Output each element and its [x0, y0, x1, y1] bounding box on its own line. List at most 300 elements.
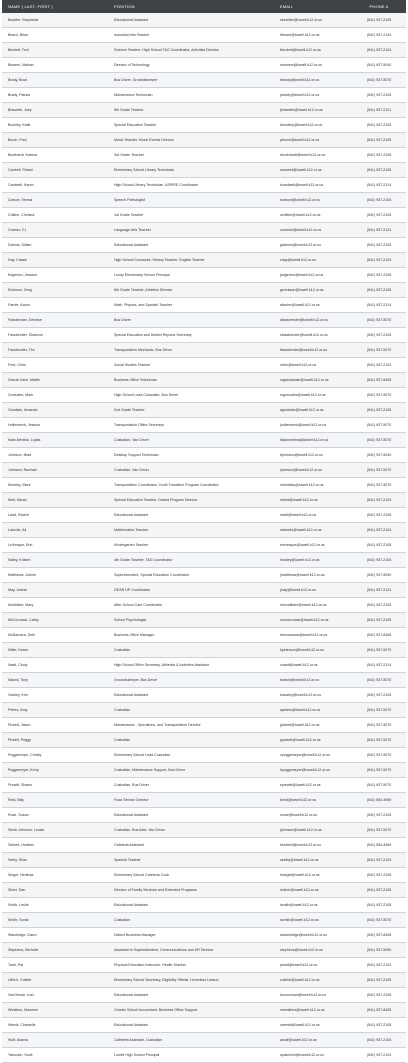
cell-position: Educational Assistant	[108, 508, 274, 523]
cell-position: 6th Grade Teacher, Athletics Director	[108, 283, 274, 298]
cell-phone: (541) 937-5070	[352, 478, 406, 493]
cell-email[interactable]: lislanmedina@lowell.k12.or.us	[274, 433, 352, 448]
cell-email[interactable]: cwendt@lowell.k12.or.us	[274, 1018, 352, 1033]
table-body	[2, 13, 406, 1063]
table-row	[2, 598, 406, 613]
table-row	[2, 523, 406, 538]
cell-phone: (541) 937-5090	[352, 943, 406, 958]
table-row	[2, 1018, 406, 1033]
cell-name: Beadler, Stephanie	[2, 13, 108, 28]
table-row	[2, 958, 406, 973]
cell-name: Cardwell, Karen	[2, 178, 108, 193]
cell-name: Fassbender, Shannon	[2, 328, 108, 343]
table-row	[2, 898, 406, 913]
cell-email[interactable]: nbowers@lowell.k12.or.us	[274, 58, 352, 73]
cell-name: Brady, Patrick	[2, 88, 108, 103]
cell-name: May, Jeanie	[2, 583, 108, 598]
cell-name: McCormack, Cathy	[2, 613, 108, 628]
table-row	[2, 493, 406, 508]
cell-phone: (541) 937-2124	[352, 298, 406, 313]
table-row	[2, 613, 406, 628]
cell-phone: (541) 937-5070	[352, 433, 406, 448]
cell-email[interactable]: breid@lowell.k12.or.us	[274, 793, 352, 808]
table-row	[2, 583, 406, 598]
cell-email[interactable]: dfassbender@lowell.k12.or.us	[274, 313, 352, 328]
cell-email[interactable]: tfassbender@lowell.k12.or.us	[274, 343, 352, 358]
cell-email[interactable]: jedgerton@lowell.k12.or.us	[274, 268, 352, 283]
cell-position: Transportation Office Secretary	[108, 418, 274, 433]
cell-phone: (541) 937-5070	[352, 703, 406, 718]
cell-name: Islan-Medina, Lupita	[2, 433, 108, 448]
cell-phone: (541) 937-8405	[352, 373, 406, 388]
cell-position: Groundskeeper, Bus Driver	[108, 673, 274, 688]
cell-name: Garcia Cash, Mattie	[2, 373, 108, 388]
cell-name: Westfors, Maureen	[2, 1003, 108, 1018]
table-row	[2, 193, 406, 208]
cell-phone: (541) 937-2124	[352, 178, 406, 193]
cell-position: GEAR UP Coordinator	[108, 583, 274, 598]
cell-position: Director of Technology	[108, 58, 274, 73]
cell-name: Nasti, Cindy	[2, 658, 108, 673]
cell-position: Speech Pathologist	[108, 193, 274, 208]
cell-position: Educational Assistant	[108, 238, 274, 253]
cell-phone: (541) 937-2105	[352, 973, 406, 988]
table-row	[2, 403, 406, 418]
cell-name: Pickett, Peggy	[2, 733, 108, 748]
table-row	[2, 748, 406, 763]
cell-email[interactable]: hseibert@lowell.k12.or.us	[274, 838, 352, 853]
cell-email[interactable]: agoodwin@lowell.k12.or.us	[274, 403, 352, 418]
cell-position: Educational Assistant	[108, 13, 274, 28]
cell-email[interactable]: ssmith@lowell.k12.or.us	[274, 913, 352, 928]
cell-name: Fassbender, Tim	[2, 343, 108, 358]
cell-name: Poggemeyer, Kerry	[2, 763, 108, 778]
table-row	[2, 463, 406, 478]
cell-name: Latovitz, Ali	[2, 523, 108, 538]
cell-email[interactable]: jmatthews@lowell.k12.or.us	[274, 568, 352, 583]
cell-email[interactable]: tbeckett@lowell.k12.or.us	[274, 43, 352, 58]
cell-email[interactable]: sbeadler@lowell.k12.or.us	[274, 13, 352, 28]
cell-position: Elementary School Cafeteria Cook	[108, 868, 274, 883]
table-row	[2, 328, 406, 343]
column-header-position: POSITION	[108, 0, 274, 13]
cell-email[interactable]: mwestfors@lowell.k12.or.us	[274, 1003, 352, 1018]
cell-email[interactable]: cullrich@lowell.k12.or.us	[274, 973, 352, 988]
table-row	[2, 343, 406, 358]
table-row	[2, 388, 406, 403]
cell-phone: (541) 937-2124	[352, 583, 406, 598]
table-row	[2, 283, 406, 298]
cell-phone: (541) 937-2105	[352, 268, 406, 283]
cell-position: Special Education Teacher	[108, 118, 274, 133]
cell-phone: (541) 937-2105	[352, 553, 406, 568]
cell-phone: (541) 937-5070	[352, 643, 406, 658]
cell-phone: (541) 937-2124	[352, 28, 406, 43]
cell-phone: (541) 937-2101	[352, 103, 406, 118]
cell-name: Prewitt, Shawn	[2, 778, 108, 793]
cell-position: High School Lead Custodian, Bus Driver	[108, 388, 274, 403]
cell-phone: (541) 937-2105	[352, 118, 406, 133]
cell-position: Educational Assistant	[108, 808, 274, 823]
cell-position: Educational Assistant	[108, 898, 274, 913]
table-row	[2, 538, 406, 553]
cell-name: Dahms, Gillian	[2, 238, 108, 253]
table-row	[2, 448, 406, 463]
table-row	[2, 163, 406, 178]
cell-position: Lundy Elementary School Principal	[108, 268, 274, 283]
cell-phone: (541) 937-2105	[352, 283, 406, 298]
table-row	[2, 208, 406, 223]
cell-name: Standridge, Dawn	[2, 928, 108, 943]
cell-phone: (541) 937-5040	[352, 58, 406, 73]
cell-phone: (541) 937-5070	[352, 388, 406, 403]
cell-email[interactable]: kvonorman@lowell.k12.or.us	[274, 988, 352, 1003]
cell-phone: (541) 554-4969	[352, 838, 406, 853]
cell-name: Burkhardt, Katrina	[2, 148, 108, 163]
cell-email[interactable]: tnatoni@lowell.k12.or.us	[274, 673, 352, 688]
table-row	[2, 118, 406, 133]
cell-position: Maintenance Technician	[108, 88, 274, 103]
cell-position: Desktop Support Technician	[108, 448, 274, 463]
cell-name: Rose, Susan	[2, 808, 108, 823]
table-row	[2, 778, 406, 793]
cell-phone: (541) 937-5070	[352, 718, 406, 733]
cell-name: VonOrman, Kari	[2, 988, 108, 1003]
cell-email[interactable]: apeters@lowell.k12.or.us	[274, 703, 352, 718]
table-row	[2, 28, 406, 43]
table-row	[2, 973, 406, 988]
cell-name: Wendt, Chantelle	[2, 1018, 108, 1033]
cell-email[interactable]: hsiegel@lowell.k12.or.us	[274, 868, 352, 883]
table-row	[2, 73, 406, 88]
cell-email[interactable]: sprewitt@lowell.k12.or.us	[274, 778, 352, 793]
cell-email[interactable]: tcarson@lowell.k12.or.us	[274, 193, 352, 208]
table-row	[2, 628, 406, 643]
cell-email[interactable]: lsmith@lowell.k12.or.us	[274, 898, 352, 913]
cell-phone: (541) 937-5070	[352, 73, 406, 88]
table-row	[2, 703, 406, 718]
cell-phone: (541) 937-2124	[352, 1048, 406, 1063]
cell-email[interactable]: ccramer@lowell.k12.or.us	[274, 223, 352, 238]
cell-position: High School Office Secretary, Athletics & Activities Assistant	[108, 658, 274, 673]
cell-position: Elementary School Lead Custodian	[108, 748, 274, 763]
cell-email[interactable]: ppickett@lowell.k12.or.us	[274, 733, 352, 748]
table-row	[2, 178, 406, 193]
cell-position: Science Teacher, High School TAG Coordinator, Activities Director	[108, 43, 274, 58]
cell-name: Fassbender, Dennise	[2, 313, 108, 328]
cell-phone: (541) 937-2105	[352, 988, 406, 1003]
cell-phone: (541) 937-2105	[352, 1033, 406, 1048]
cell-position: 2nd Grade Teacher	[108, 403, 274, 418]
cell-email[interactable]: mmcallister@lowell.k12.or.us	[274, 598, 352, 613]
cell-email[interactable]: afarrier@lowell.k12.or.us	[274, 298, 352, 313]
cell-phone: (541) 937-2105	[352, 1018, 406, 1033]
table-row	[2, 223, 406, 238]
cell-phone: (541) 937-8405	[352, 628, 406, 643]
cell-position: Math, Physics, and Spanish Teacher	[108, 298, 274, 313]
cell-email[interactable]: sfassbender@lowell.k12.or.us	[274, 328, 352, 343]
cell-email[interactable]: cday@lowell.k12.or.us	[274, 253, 352, 268]
cell-email[interactable]: jhollenbeck@lowell.k12.or.us	[274, 418, 352, 433]
cell-email[interactable]: dmcnamara@lowell.k12.or.us	[274, 628, 352, 643]
table-row	[2, 298, 406, 313]
cell-email[interactable]: cchittim@lowell.k12.or.us	[274, 208, 352, 223]
cell-email[interactable]: kpeterson@lowell.k12.or.us	[274, 643, 352, 658]
cell-email[interactable]: elevesque@lowell.k12.or.us	[274, 538, 352, 553]
cell-name: Burch, Paul	[2, 133, 108, 148]
cell-name: Seibert, Heather	[2, 838, 108, 853]
cell-email[interactable]: gdahms@lowell.k12.or.us	[274, 238, 352, 253]
table-row	[2, 418, 406, 433]
cell-name: Hollenbeck, Jessica	[2, 418, 108, 433]
table-row	[2, 43, 406, 58]
cell-email[interactable]: jmay@lowell.k12.or.us	[274, 583, 352, 598]
cell-email[interactable]: ptodd@lowell.k12.or.us	[274, 958, 352, 973]
cell-position: Industrial Arts Teacher	[108, 28, 274, 43]
cell-phone: (541) 937-5070	[352, 673, 406, 688]
cell-email[interactable]: pbrady@lowell.k12.or.us	[274, 88, 352, 103]
cell-position: Educational Assistant	[108, 1018, 274, 1033]
cell-email[interactable]: rjohnson@lowell.k12.or.us	[274, 463, 352, 478]
cell-phone: (541) 937-2124	[352, 358, 406, 373]
cell-phone: (541) 937-2105	[352, 403, 406, 418]
table-row	[2, 313, 406, 328]
cell-position: Custodian, Van Driver	[108, 463, 274, 478]
table-row	[2, 148, 406, 163]
cell-email[interactable]: jbrissette@lowell.k12.or.us	[274, 103, 352, 118]
cell-phone: (541) 937-2105	[352, 193, 406, 208]
table-row	[2, 928, 406, 943]
cell-email[interactable]: mgonzales@lowell.k12.or.us	[274, 388, 352, 403]
cell-phone: (541) 937-2105	[352, 133, 406, 148]
cell-phone: (541) 937-2105	[352, 808, 406, 823]
cell-email[interactable]: cpoggemeyer@lowell.k12.or.us	[274, 748, 352, 763]
cell-email[interactable]: syakovich@lowell.k12.or.us	[274, 1048, 352, 1063]
table-row	[2, 478, 406, 493]
cell-position: Educational Assistant	[108, 988, 274, 1003]
table-row	[2, 718, 406, 733]
cell-phone: (541) 937-5070	[352, 763, 406, 778]
cell-name: Gonzales, Mark	[2, 388, 108, 403]
cell-email[interactable]: mgarciacash@lowell.k12.or.us	[274, 373, 352, 388]
cell-position: Business Office Technician	[108, 373, 274, 388]
cell-position: Cafeteria Assistant	[108, 838, 274, 853]
cell-phone: (541) 937-5070	[352, 418, 406, 433]
table-row	[2, 673, 406, 688]
table-row	[2, 838, 406, 853]
cell-phone: (541) 937-2105	[352, 88, 406, 103]
cell-email[interactable]: kburkhardt@lowell.k12.or.us	[274, 148, 352, 163]
cell-position: Director of Family Services and Extended Programs	[108, 883, 274, 898]
cell-phone: (541) 937-2105	[352, 508, 406, 523]
cell-email[interactable]: jpickett@lowell.k12.or.us	[274, 718, 352, 733]
cell-name: Yakovich, Scott	[2, 1048, 108, 1063]
cell-position: Transportation Coordinator, Youth Transition Program Coordinator	[108, 478, 274, 493]
cell-position: 5th Grade Teacher	[108, 103, 274, 118]
cell-position: Physical Education Instructor, Health Teacher	[108, 958, 274, 973]
cell-phone: (541) 937-2105	[352, 883, 406, 898]
cell-name: Cantrell, Sharol	[2, 163, 108, 178]
cell-position: Kindergarten Teacher	[108, 538, 274, 553]
cell-name: Todd, Pat	[2, 958, 108, 973]
cell-email[interactable]: sselby@lowell.k12.or.us	[274, 853, 352, 868]
cell-name: Johnson, Brad	[2, 448, 108, 463]
cell-email[interactable]: alatovitz@lowell.k12.or.us	[274, 523, 352, 538]
cell-phone: (541) 937-2105	[352, 688, 406, 703]
cell-name: Edgerton, Jessica	[2, 268, 108, 283]
table-row	[2, 1003, 406, 1018]
table-row	[2, 988, 406, 1003]
staff-directory-table	[2, 0, 406, 1063]
cell-position: Custodian	[108, 913, 274, 928]
table-row	[2, 658, 406, 673]
cell-email[interactable]: bjohnson@lowell.k12.or.us	[274, 448, 352, 463]
cell-name: Smith, Sonia	[2, 913, 108, 928]
cell-phone: (541) 937-2124	[352, 223, 406, 238]
cell-phone: (541) 937-2105	[352, 328, 406, 343]
cell-position: 4th Grade Teacher, TAG Coordinator	[108, 553, 274, 568]
cell-position: School Psychologist	[108, 613, 274, 628]
cell-name: Cramer, CJ	[2, 223, 108, 238]
cell-position: Custodian, Bus Driver	[108, 778, 274, 793]
cell-email[interactable]: stephens@lowell.k12.or.us	[274, 943, 352, 958]
cell-phone: (541) 937-2124	[352, 523, 406, 538]
cell-email[interactable]: mkleti@lowell.k12.or.us	[274, 493, 352, 508]
cell-position: Elementary School Library Technician	[108, 163, 274, 178]
cell-name: Kimbley, Mark	[2, 478, 108, 493]
cell-position: Special Education Teacher, Drama Program Director	[108, 493, 274, 508]
cell-email[interactable]: gerickson@lowell.k12.or.us	[274, 283, 352, 298]
cell-email[interactable]: kowsley@lowell.k12.or.us	[274, 688, 352, 703]
table-row	[2, 1048, 406, 1063]
cell-phone: (541) 937-2105	[352, 868, 406, 883]
cell-name: Brady, Brad	[2, 73, 108, 88]
column-header-email: EMAIL	[274, 0, 352, 13]
cell-email[interactable]: kbuckley@lowell.k12.or.us	[274, 118, 352, 133]
cell-name: Poggemeyer, Christy	[2, 748, 108, 763]
cell-phone: (541) 937-2105	[352, 238, 406, 253]
table-row	[2, 268, 406, 283]
table-row	[2, 853, 406, 868]
cell-name: McAllister, Mary	[2, 598, 108, 613]
cell-email[interactable]: ljohnson@lowell.k12.or.us	[274, 823, 352, 838]
table-row	[2, 808, 406, 823]
table-row	[2, 568, 406, 583]
cell-name: Chittim, Chelsea	[2, 208, 108, 223]
table-row	[2, 943, 406, 958]
cell-position: Bus Driver, Groundskeeper	[108, 73, 274, 88]
cell-email[interactable]: kcardwell@lowell.k12.or.us	[274, 178, 352, 193]
cell-position: Lowell High School Principal	[108, 1048, 274, 1063]
cell-email[interactable]: bbeard@lowell.k12.or.us	[274, 28, 352, 43]
cell-phone: (541) 937-2105	[352, 13, 406, 28]
cell-position: Music Teacher, Music Events Director	[108, 133, 274, 148]
cell-email[interactable]: cmccormack@lowell.k12.or.us	[274, 613, 352, 628]
cell-email[interactable]: cnasti@lowell.k12.or.us	[274, 658, 352, 673]
table-row	[2, 763, 406, 778]
cell-email[interactable]: awolf@lowell.k12.or.us	[274, 1033, 352, 1048]
cell-phone: (541) 937-5040	[352, 448, 406, 463]
cell-email[interactable]: bbrady@lowell.k12.or.us	[274, 73, 352, 88]
cell-name: Maley, Kristen	[2, 553, 108, 568]
cell-phone: (541) 937-2105	[352, 148, 406, 163]
cell-phone: (541) 937-2124	[352, 658, 406, 673]
table-row	[2, 643, 406, 658]
cell-name: Bowers, Nathan	[2, 58, 108, 73]
cell-email[interactable]: dsilver@lowell.k12.or.us	[274, 883, 352, 898]
cell-phone: (541) 937-5070	[352, 343, 406, 358]
header-row	[2, 0, 406, 13]
table-row	[2, 793, 406, 808]
cell-phone: (541) 937-2124	[352, 253, 406, 268]
cell-phone: (541) 937-5070	[352, 463, 406, 478]
cell-email[interactable]: rladd@lowell.k12.or.us	[274, 508, 352, 523]
cell-name: Natoni, Tony	[2, 673, 108, 688]
cell-email[interactable]: scantrell@lowell.k12.or.us	[274, 163, 352, 178]
cell-position: Language Arts Teacher	[108, 223, 274, 238]
table-row	[2, 913, 406, 928]
cell-name: Johnson, Rachael	[2, 463, 108, 478]
table-row	[2, 688, 406, 703]
table-row	[2, 58, 406, 73]
cell-name: Buckley, Katie	[2, 118, 108, 133]
table-row	[2, 433, 406, 448]
cell-position: High School Library Technician, ASPIRE Coordinator	[108, 178, 274, 193]
cell-name: Carson, Teresa	[2, 193, 108, 208]
column-header-name: NAME ( LAST, FIRST )	[2, 0, 108, 13]
cell-name: Reid, Billy	[2, 793, 108, 808]
cell-position: Assistant to Superintendent, Communications and HR Director	[108, 943, 274, 958]
cell-phone: (541) 937-5070	[352, 823, 406, 838]
cell-name: Ladd, Rachel	[2, 508, 108, 523]
cell-position: Maintenance , Operations, and Transportation Director	[108, 718, 274, 733]
cell-email[interactable]: pburch@lowell.k12.or.us	[274, 133, 352, 148]
cell-phone: (541) 937-2124	[352, 958, 406, 973]
table-row	[2, 373, 406, 388]
cell-position: Food Service Director	[108, 793, 274, 808]
cell-name: Wolf, Alanna	[2, 1033, 108, 1048]
cell-name: Farrier, Aaron	[2, 298, 108, 313]
table-row	[2, 883, 406, 898]
cell-name: Miller, Karen	[2, 643, 108, 658]
cell-email[interactable]: kmaley@lowell.k12.or.us	[274, 553, 352, 568]
cell-phone: (541) 937-2105	[352, 613, 406, 628]
cell-name: Smith, Leslie	[2, 898, 108, 913]
cell-position: Custodian	[108, 703, 274, 718]
cell-name: Pickett, Jason	[2, 718, 108, 733]
cell-email[interactable]: mkimbley@lowell.k12.or.us	[274, 478, 352, 493]
table-row	[2, 358, 406, 373]
cell-email[interactable]: dstandridge@lowell.k12.or.us	[274, 928, 352, 943]
table-row	[2, 868, 406, 883]
cell-name: Free, Chris	[2, 358, 108, 373]
cell-phone: (541) 937-5070	[352, 733, 406, 748]
cell-phone: (541) 937-2105	[352, 898, 406, 913]
cell-position: Custodian, Maintenance Support, Bus Driver	[108, 763, 274, 778]
cell-position: Custodian	[108, 643, 274, 658]
cell-name: Peters, Amy	[2, 703, 108, 718]
cell-name: Siegel, Herlinda	[2, 868, 108, 883]
cell-email[interactable]: kpoggemeyer@lowell.k12.or.us	[274, 763, 352, 778]
cell-phone: (541) 937-2124	[352, 493, 406, 508]
cell-name: Goodwin, Amanda	[2, 403, 108, 418]
cell-email[interactable]: cfree@lowell.k12.or.us	[274, 358, 352, 373]
table-row	[2, 508, 406, 523]
cell-phone: (541) 937-2105	[352, 538, 406, 553]
cell-name: Stephens, Michelle	[2, 943, 108, 958]
cell-email[interactable]: srose@lowell.k12.or.us	[274, 808, 352, 823]
cell-phone: (541) 937-8405	[352, 928, 406, 943]
